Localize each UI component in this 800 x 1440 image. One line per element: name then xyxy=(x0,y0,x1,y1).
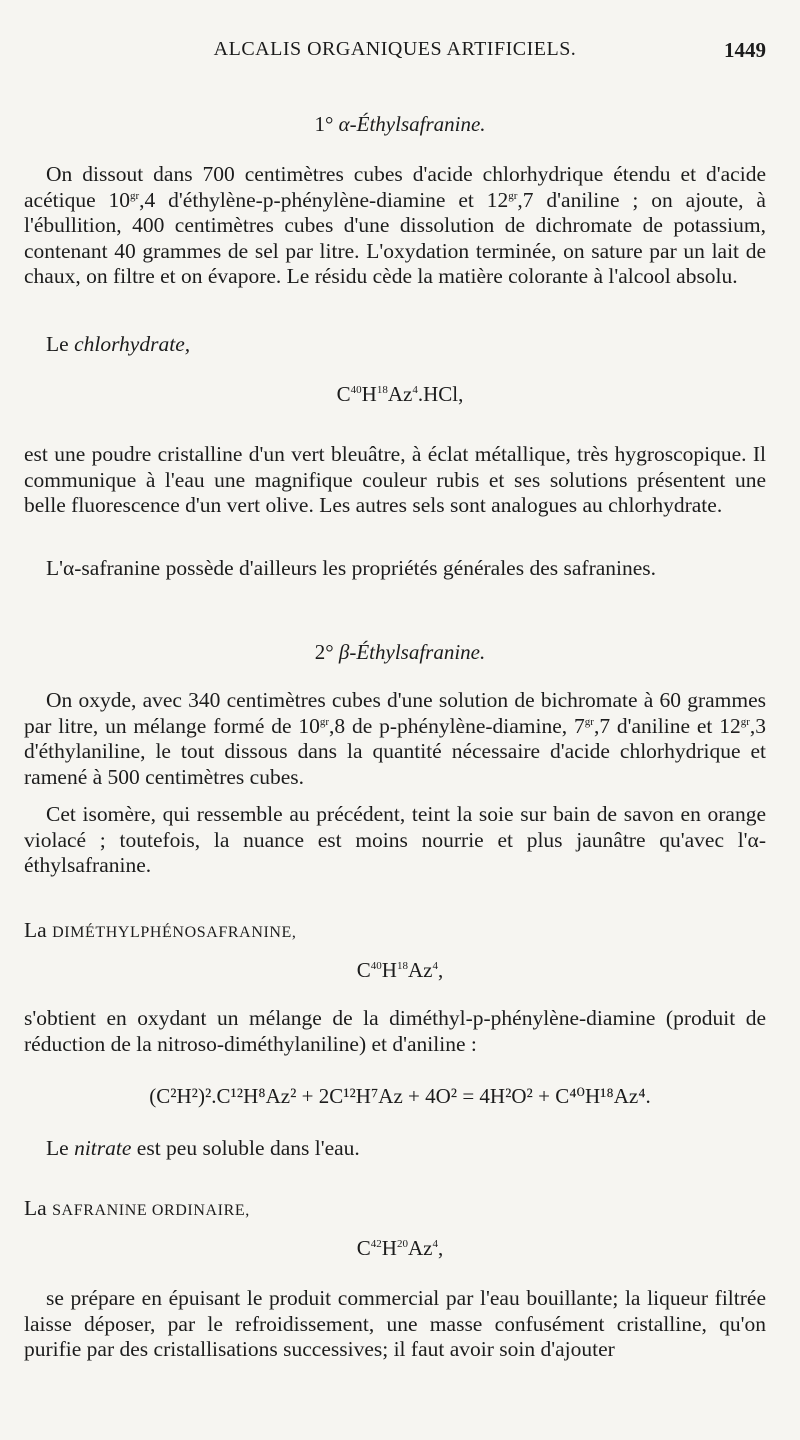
unit-superscript: gr xyxy=(319,715,330,728)
section-heading-alpha-ethylsafranine xyxy=(0,112,800,137)
compound-name: SAFRANINE ORDINAIRE, xyxy=(52,1202,250,1219)
text-run: ,3 d'éthylaniline, le tout dissous dans la quantité nécessaire d'acide chlorhydrique et ramené à 500 centimètres cubes. xyxy=(24,713,766,789)
paragraph: est une poudre cristalline d'un vert bleuâtre, à éclat métallique, très hygroscopique. Il communique à l'eau une magnifique couleur rubis et ses solutions présentent une belle fluorescence d'un vert olive. Les autres sels sont analogues au chlorhydrate. xyxy=(24,442,766,517)
formula-part: Az xyxy=(407,958,433,982)
text-run: ,8 de p-phénylène-diamine, 7 xyxy=(329,713,585,738)
formula-sup: 18 xyxy=(396,960,408,972)
paragraph xyxy=(24,688,766,790)
text-run: La xyxy=(24,1196,53,1220)
unit-superscript: gr xyxy=(740,715,750,728)
formula-part: , xyxy=(437,958,444,982)
formula-part: Az xyxy=(387,382,413,406)
italic-term: nitrate xyxy=(74,1136,132,1160)
unit-superscript: gr xyxy=(584,715,594,728)
italic-term: chlorhydrate, xyxy=(74,332,191,356)
formula-part: C xyxy=(336,382,351,406)
formula-sup: 4 xyxy=(432,960,438,972)
formula-part: Az xyxy=(407,1236,433,1260)
formula-sup: 42 xyxy=(370,1238,382,1250)
formula-sup: 4 xyxy=(412,384,418,396)
formula-part: C xyxy=(356,1236,371,1260)
formula-sup: 20 xyxy=(396,1238,408,1250)
text-run: Le xyxy=(46,332,75,356)
compound-label xyxy=(24,1196,766,1224)
reaction-equation: (C²H²)².C¹²H⁸Az² + 2C¹²H⁷Az + 4O² = 4H²O² + C⁴⁰H¹⁸Az⁴. xyxy=(149,1084,651,1108)
paragraph-label xyxy=(24,332,766,358)
compound-name: DIMÉTHYLPHÉNOSAFRANINE, xyxy=(52,924,297,941)
section-heading-beta-ethylsafranine xyxy=(0,640,800,665)
section-number: 1° xyxy=(314,112,334,136)
chemical-formula xyxy=(0,958,800,983)
section-title: β-Éthylsafranine. xyxy=(338,640,486,664)
unit-superscript: gr xyxy=(508,189,518,202)
paragraph: Cet isomère, qui ressemble au précédent, teint la soie sur bain de savon en orange violacé ; toutefois, la nuance est moins nourrie et plus jaunâtre qu'avec l'α-éthylsafranine. xyxy=(24,802,766,877)
formula-part: H xyxy=(381,958,397,982)
formula-part: C xyxy=(356,958,371,982)
paragraph xyxy=(24,162,766,290)
formula-sup: 18 xyxy=(376,384,388,396)
text-run: ,7 d'aniline et 12 xyxy=(593,713,741,738)
chemical-formula xyxy=(0,1236,800,1261)
text-run: Le xyxy=(46,1136,75,1160)
text-run: ,4 d'éthylène-p-phénylène-diamine et 12 xyxy=(139,187,509,212)
page-number: 1449 xyxy=(724,38,766,62)
section-number: 2° xyxy=(314,640,334,664)
formula-part: , xyxy=(437,1236,444,1260)
paragraph: s'obtient en oxydant un mélange de la diméthyl-p-phénylène-diamine (produit de réduction de la nitroso-diméthylaniline) et d'aniline : xyxy=(24,1006,766,1056)
paragraph xyxy=(24,1136,766,1162)
formula-sup: 40 xyxy=(350,384,362,396)
formula-part: H xyxy=(381,1236,397,1260)
formula-sup: 4 xyxy=(432,1238,438,1250)
compound-label xyxy=(24,918,766,946)
text-run: On dissout dans 700 centimètres cubes d'acide chlorhydrique étendu et d'acide acétique 10 xyxy=(24,162,766,212)
paragraph: se prépare en épuisant le produit commercial par l'eau bouillante; la liqueur filtrée laisse déposer, par le refroidissement, une masse confusément cristalline, qu'on purifie par des cristallisations successives; il faut avoir soin d'ajouter xyxy=(24,1286,766,1361)
section-title: α-Éthylsafranine. xyxy=(338,112,486,136)
text-run: est peu soluble dans l'eau. xyxy=(131,1136,360,1160)
text-run: ,7 d'aniline ; on ajoute, à l'ébullition, 400 centimètres cubes d'une dissolution de dichromate de potassium, contenant 40 grammes de sel par litre. L'oxydation terminée, on sature par un lait de chaux, on filtre et on évapore. Le résidu cède la matière colorante à l'alcool absolu. xyxy=(24,187,766,288)
formula-part: .HCl, xyxy=(417,382,464,406)
text-run: On oxyde, avec 340 centimètres cubes d'une solution de bichromate à 60 grammes par litre, un mélange formé de 10 xyxy=(24,688,766,738)
formula-sup: 40 xyxy=(370,960,382,972)
page-header xyxy=(24,38,766,62)
paragraph: L'α-safranine possède d'ailleurs les propriétés générales des safranines. xyxy=(46,556,657,580)
text-run: La xyxy=(24,918,53,942)
chemical-formula xyxy=(0,382,800,407)
formula-part: H xyxy=(361,382,377,406)
unit-superscript: gr xyxy=(130,189,140,202)
running-title: ALCALIS ORGANIQUES ARTIFICIELS. xyxy=(213,38,577,60)
